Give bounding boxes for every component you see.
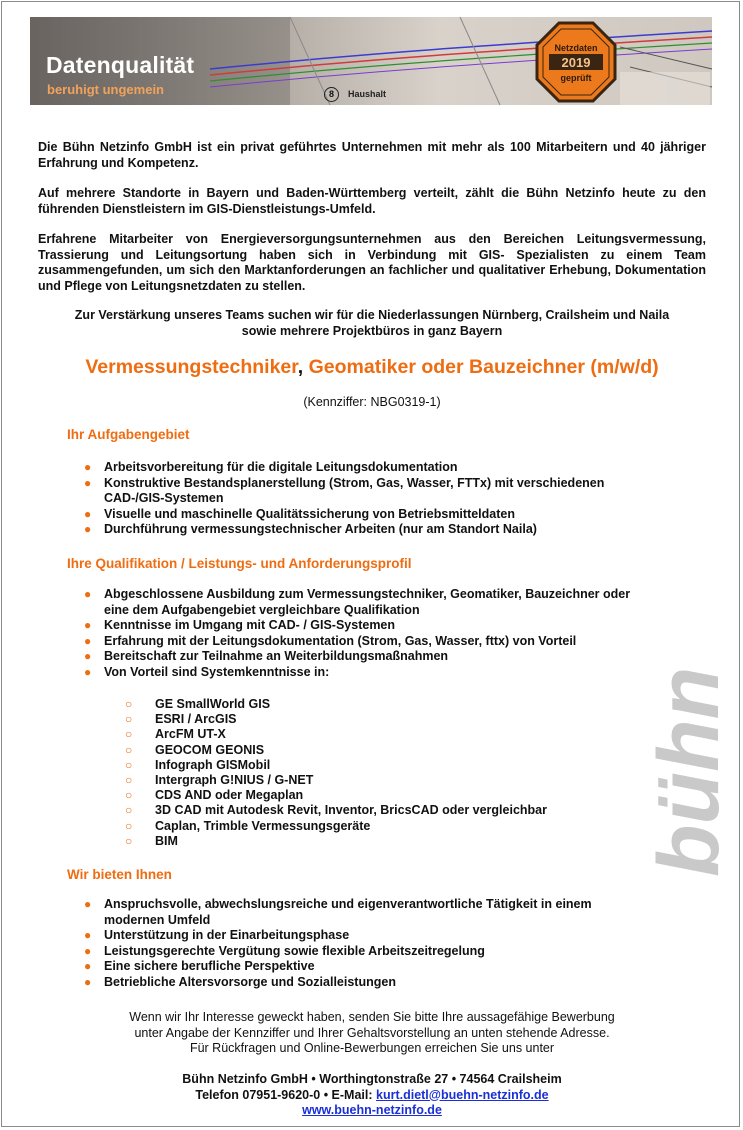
map-number: 8: [324, 87, 339, 102]
circle-bullet-icon: ○: [125, 742, 133, 757]
list-item: ○ BIM: [125, 833, 178, 848]
banner-title: Datenqualität: [46, 52, 195, 78]
list-item: ● Durchführung vermessungstechnischer Arbeiten (nur am Standort Naila): [84, 522, 537, 537]
offer-list: [84, 897, 654, 991]
list-item: ○ Infograph GISMobil: [125, 757, 271, 772]
list-item: ● Eine sichere berufliche Perspektive: [84, 959, 315, 974]
list-item: ○ CDS AND oder Megaplan: [125, 788, 304, 803]
list-item: ● Visuelle und maschinelle Qualitätssicherung von Betriebsmitteldaten: [84, 506, 515, 521]
phone-text: Telefon 07951-9620-0 • E-Mail:: [195, 1087, 376, 1102]
job-title-part-2: Geomatiker oder Bauzeichner (m/w/d): [303, 356, 659, 378]
bullet-icon: ●: [84, 506, 92, 521]
closing-line-3: Für Rückfragen und Online-Bewerbungen erreichen Sie uns unter: [189, 1041, 555, 1056]
list-item: ● Betriebliche Altersvorsorge und Sozialleistungen: [84, 974, 396, 989]
list-item: ● Unterstützung in der Einarbeitungsphase: [84, 928, 350, 943]
search-line-2: sowie mehrere Projektbüros in ganz Bayern: [241, 323, 503, 338]
seal-line-3: geprüft: [560, 73, 592, 83]
list-item: ● Konstruktive Bestandsplanerstellung (Strom, Gas, Wasser, FTTx) mit verschiedenen CAD-/GIS-Systemen: [84, 475, 605, 506]
job-title: [38, 356, 706, 379]
logo-wordmark: [641, 667, 737, 877]
list-item: ○ GEOCOM GEONIS: [125, 742, 265, 757]
company-address: Bühn Netzinfo GmbH • Worthingtonstraße 27 • 74564 Crailsheim: [182, 1072, 562, 1086]
bullet-icon: ●: [84, 460, 92, 474]
list-item: ● Bereitschaft zur Teilnahme an Weiterbildungsmaßnahmen: [84, 649, 449, 664]
website-link[interactable]: www.buehn-netzinfo.de: [302, 1103, 442, 1118]
bullet-icon: ●: [84, 649, 92, 664]
map-label: Haushalt: [348, 89, 387, 99]
job-title-separator: ,: [297, 356, 304, 378]
closing-line-1: Wenn wir Ihr Interesse geweckt haben, senden Sie bitte Ihre aussagefähige Bewerbung: [129, 1010, 615, 1024]
list-item: ● Von Vorteil sind Systemkenntnisse in:: [84, 664, 330, 679]
circle-bullet-icon: ○: [125, 818, 133, 833]
offer-heading: Wir bieten Ihnen: [67, 867, 172, 882]
intro-paragraph-3: Erfahrene Mitarbeiter von Energieversorgungsunternehmen aus den Bereichen Leitungsvermessung, Trassierung und Leitungsortung haben sich in Verbindung mit GIS- Spezialisten zu einem Team zusammengefunden, um sich den Marktanforderungen an fachlicher und qualitativer Erhebung, Dokumentation und Pflege von Leitungsnetzdaten zu stellen.: [38, 232, 706, 293]
bullet-icon: ●: [84, 522, 92, 537]
list-item: ○ Intergraph G!NIUS / G-NET: [125, 773, 314, 788]
banner-subtitle: beruhigt ungemein: [47, 82, 164, 97]
list-item: ○ ESRI / ArcGIS: [125, 712, 237, 727]
logo-text: bühn: [641, 666, 737, 877]
bullet-icon: ●: [84, 959, 92, 974]
circle-bullet-icon: ○: [125, 712, 133, 727]
reference-code: (Kennziffer: NBG0319-1): [303, 395, 441, 409]
job-title-part-1: Vermessungstechniker: [85, 356, 298, 378]
qualification-list: [84, 587, 654, 681]
bullet-icon: ●: [84, 475, 92, 490]
circle-bullet-icon: ○: [125, 803, 133, 818]
circle-bullet-icon: ○: [125, 788, 133, 803]
list-item: ● Erfahrung mit der Leitungsdokumentation (Strom, Gas, Wasser, fttx) von Vorteil: [84, 633, 577, 648]
list-item: ● Arbeitsvorbereitung für die digitale Leitungsdokumentation: [84, 460, 458, 474]
email-link[interactable]: kurt.dietl@buehn-netzinfo.de: [376, 1087, 549, 1102]
systems-list: [125, 697, 645, 849]
list-item: ● Kenntnisse im Umgang mit CAD- / GIS-Systemen: [84, 618, 396, 633]
circle-bullet-icon: ○: [125, 727, 133, 742]
search-statement: [38, 308, 706, 339]
circle-bullet-icon: ○: [125, 833, 133, 848]
list-item: ○ 3D CAD mit Autodesk Revit, Inventor, BricsCAD oder vergleichbar: [125, 803, 547, 818]
bullet-icon: ●: [84, 587, 92, 601]
seal-year: 2019: [561, 55, 591, 70]
bullet-icon: ●: [84, 943, 92, 958]
search-line-1: Zur Verstärkung unseres Teams suchen wir für die Niederlassungen Nürnberg, Crailsheim und Naila: [74, 308, 670, 322]
bullet-icon: ●: [84, 974, 92, 989]
bullet-icon: ●: [84, 618, 92, 633]
circle-bullet-icon: ○: [125, 773, 133, 788]
header-banner: [30, 17, 712, 105]
circle-bullet-icon: ○: [125, 697, 133, 711]
buehn-logo: [641, 425, 737, 881]
list-item: ● Anspruchsvolle, abwechslungsreiche und eigenverantwortliche Tätigkeit in einem modernen Umfeld: [84, 897, 592, 927]
list-item: ○ ArcFM UT-X: [125, 727, 226, 742]
list-item: ○ Caplan, Trimble Vermessungsgeräte: [125, 818, 371, 833]
bullet-icon: ●: [84, 633, 92, 648]
circle-bullet-icon: ○: [125, 757, 133, 772]
bullet-icon: ●: [84, 928, 92, 943]
list-item: ● Abgeschlossene Ausbildung zum Vermessungstechniker, Geomatiker, Bauzeichner oder eine dem Aufgabengebiet vergleichbare Qualifikation: [84, 587, 631, 617]
tasks-heading: Ihr Aufgabengebiet: [67, 427, 190, 442]
bullet-icon: ●: [84, 664, 92, 679]
closing-text: [38, 1010, 706, 1057]
quality-seal: [535, 21, 617, 103]
intro-paragraph-2: Auf mehrere Standorte in Bayern und Baden-Württemberg verteilt, zählt die Bühn Netzinfo heute zu den führenden Dienstleistern im GIS-Dienstleistungs-Umfeld.: [38, 186, 706, 216]
seal-line-1: Netzdaten: [554, 43, 598, 53]
contact-block: [38, 1072, 706, 1119]
closing-line-2: unter Angabe der Kennziffer und Ihrer Gehaltsvorstellung an unten stehende Adresse.: [134, 1025, 610, 1040]
tasks-list: [84, 460, 654, 538]
qualification-heading: Ihre Qualifikation / Leistungs- und Anforderungsprofil: [67, 556, 412, 571]
list-item: ○ GE SmallWorld GIS: [125, 697, 271, 711]
list-item: ● Leistungsgerechte Vergütung sowie flexible Arbeitszeitregelung: [84, 943, 485, 958]
intro-paragraph-1: Die Bühn Netzinfo GmbH ist ein privat geführtes Unternehmen mit mehr als 100 Mitarbeitern und 40 jähriger Erfahrung und Kompetenz.: [38, 140, 706, 170]
bullet-icon: ●: [84, 897, 92, 911]
